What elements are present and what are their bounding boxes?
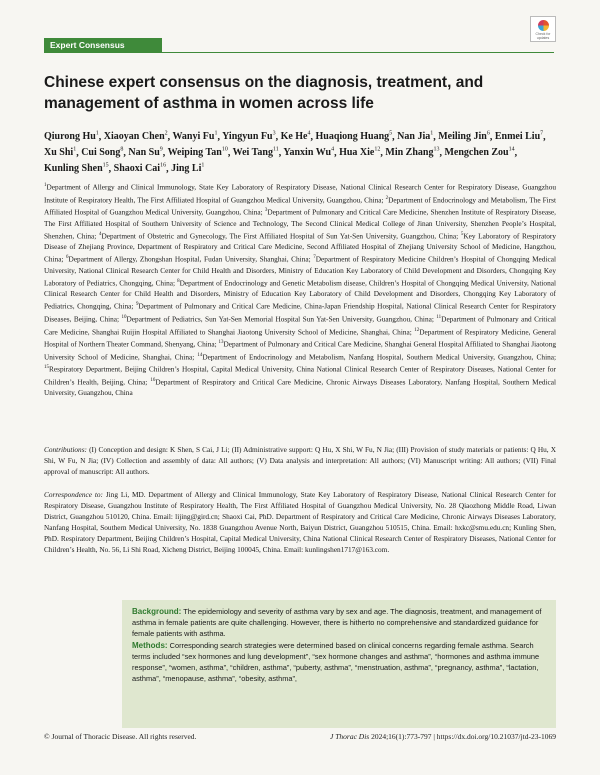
affiliation-text: Department of Pediatrics, Sun Yat-Sen Memorial Hospital Sun Yat-Sen University, Guangzhou, China; — [126, 314, 434, 324]
author-affiliation-mark: 12 — [374, 146, 381, 153]
author-affiliation-mark: 4 — [331, 146, 335, 153]
header-rule — [162, 52, 554, 53]
affiliation-text: Department of Endocrinology and Metabolism, Nanfang Hospital, Southern Medical University, Guangzhou, China; — [202, 351, 557, 361]
author-affiliation-mark: 6 — [486, 131, 490, 137]
affiliation-text: Department of Respiratory Medicine Children’s Hospital of Chongqing Medical University, National Clinical Research Center for Child Health and Disorders, Ministry of Education Key Laboratory of Child Development and Disorders, Chongqing Key Laboratory of Pediatrics, Chongqing, China; — [44, 254, 556, 288]
methods-heading: Methods: — [132, 640, 168, 650]
author-affiliation-mark: 2 — [164, 131, 168, 137]
author-name: Yingyun Fu$^3$ — [222, 131, 276, 143]
affiliation-text: Department of Allergy, Zhongshan Hospital, Fudan University, Shanghai, China; — [68, 254, 311, 264]
affiliation-text: Department of Pulmonary and Critical Care Medicine, China-Japan Friendship Hospital, National Clinical Research Center for Respiratory Diseases, Beijing, China; — [44, 301, 556, 324]
affiliation-mark: 13 — [218, 340, 224, 346]
citation-footer — [330, 732, 556, 741]
author-affiliation-mark: 1 — [430, 131, 434, 137]
abstract-background — [132, 606, 546, 640]
contributions-text: (I) Conception and design: K Shen, S Cai, J Li; (II) Administrative support: Q Hu, X Shi, W Fu, N Jia; (III) Provision of study materials or patients: Q Hu, X Shi, W Fu, N Jia; (IV) Collection and assembly of data: All authors; (V) Data analysis and interpretation: All authors; (VI) Manuscript writing: All authors; (VII) Final approval of manuscript: All authors. — [44, 445, 556, 477]
author-name: Mengchen Zou$^{14}$ — [444, 146, 515, 159]
contributions — [44, 444, 556, 477]
journal-abbrev: J Thorac Dis — [330, 732, 370, 741]
article-type-badge: Expert Consensus — [44, 38, 162, 53]
author-name: Wanyi Fu$^1$ — [172, 131, 218, 143]
author-affiliation-mark: 3 — [272, 131, 276, 137]
author-name: Ke He$^4$ — [280, 131, 311, 143]
affiliation-text: Department of Respiratory Medicine, General Hospital of Northern Theater Command, Shenyang, China; — [44, 326, 556, 349]
abstract-box — [122, 600, 556, 728]
author-affiliation-mark: 15 — [102, 162, 109, 169]
author-affiliation-mark: 8 — [120, 146, 124, 153]
author-affiliation-mark: 7 — [540, 131, 544, 137]
author-affiliation-mark: 11 — [272, 146, 279, 153]
author-affiliation-mark: 5 — [389, 131, 393, 137]
author-affiliation-mark: 1 — [95, 131, 99, 137]
author-name: Cui Song$^8$ — [81, 146, 124, 159]
author-name: Qiurong Hu$^1$ — [44, 131, 99, 143]
affiliation-text: Respiratory Department, Beijing Children’s Hospital, Capital Medical University, China National Clinical Research Center of Respiratory Diseases, National Center for Children’s Health, Beijing, China; — [44, 364, 556, 386]
affiliation-mark: 14 — [197, 352, 203, 358]
author-name: Nan Su$^9$ — [128, 146, 163, 159]
contributions-label: Contributions: — [44, 445, 87, 454]
author-affiliation-mark: 1 — [214, 131, 218, 137]
author-name: Enmei Liu$^7$ — [494, 131, 544, 143]
copyright-notice: © Journal of Thoracic Disease. All rights reserved. — [44, 732, 197, 741]
affiliation-text: Department of Allergy and Clinical Immunology, State Key Laboratory of Respiratory Disease, National Clinical Research Center for Respiratory Disease, Guangzhou Institute of Respiratory Health, The First Affiliated Hospital of Guangzhou Medical University, Guangzhou, China; — [44, 182, 556, 204]
author-affiliation-mark: 16 — [160, 162, 167, 169]
affiliation-mark: 8 — [177, 278, 180, 284]
affiliation-mark: 15 — [44, 365, 49, 371]
author-name: Min Zhang$^{13}$ — [385, 146, 440, 159]
author-affiliation-mark: 10 — [221, 146, 228, 153]
author-affiliation-mark: 1 — [73, 146, 77, 153]
affiliation-text: Department of Pulmonary and Critical Care Medicine, Shanghai Ruijin Hospital Affiliated to Shanghai Jiaotong University School of Medicine, Shanghai, China; — [44, 314, 556, 336]
crossmark-label: Check for updates — [535, 32, 551, 40]
author-name: Shaoxi Cai$^{16}$ — [113, 162, 167, 174]
correspondence-label: Correspondence to: — [44, 490, 103, 499]
author-name: Xu Shi$^1$ — [44, 146, 77, 159]
author-affiliation-mark: 4 — [307, 131, 311, 137]
affiliation-mark: 16 — [150, 377, 156, 383]
affiliation-text: Key Laboratory of Respiratory Disease of Zhejiang Province, Department of Respiratory and Critical Care Medicine, Second Affiliated Hospital of Zhejiang University School of Medicine, Hangzhou, China; — [44, 231, 556, 264]
author-list: Qiurong Hu$^1$, Xiaoyan Chen$^2$, Wanyi Fu$^1$, Yingyun Fu$^3$, Ke He$^4$, Huaqiong Huang$^5$, Nan Jia$^1$, Meiling Jin$^6$, Enmei Liu$^7$, Xu Shi$^1$, Cui Song$^8$, Nan Su$^9$, Weiping Tan$^{10}$, Wei Tang$^{11}$, Yanxin Wu$^4$, Hua Xie$^{12}$, Min Zhang$^{13}$, Mengchen Zou$^{14}$, Kunling Shen$^{15}$, Shaoxi Cai$^{16}$, Jing Li$^1$ — [44, 131, 546, 174]
crossmark-icon[interactable] — [530, 16, 556, 42]
affiliation-text: Department of Endocrinology and Genetic Metabolism disease, Children’s Hospital of Chongqing Medical University, National Clinical Research Center for Child Health and Disorders, Ministry of Education Key Laboratory of Child Development and Disorders, Chongqing Key Laboratory of Pediatrics, Chongqing, China; — [44, 278, 556, 311]
affiliation-text: Department of Obstetric and Gynecology, The First Affiliated Hospital of Sun Yat-Sen University, Guangzhou, China; — [101, 231, 459, 241]
affiliation-text: Department of Endocrinology and Metabolism, The First Affiliated Hospital of Guangzhou Medical University, Guangzhou, China; — [44, 194, 557, 217]
author-affiliation-mark: 9 — [159, 146, 163, 153]
affiliation-mark: 5 — [460, 231, 464, 237]
background-heading: Background: — [132, 607, 182, 616]
affiliation-mark: 1 — [44, 183, 47, 188]
affiliation-mark: 4 — [98, 231, 102, 237]
crossmark-logo — [538, 20, 549, 31]
affiliation-mark: 7 — [313, 255, 316, 261]
author-name: Nan Jia$^1$ — [397, 131, 434, 143]
affiliation-mark: 10 — [121, 314, 127, 320]
author-name: Weiping Tan$^{10}$ — [167, 146, 228, 159]
author-affiliation-mark: 1 — [201, 162, 205, 169]
correspondence — [44, 489, 556, 556]
affiliation-text: Department of Respiratory and Critical Care Medicine, Chronic Airways Diseases Laboratory, Nanfang Hospital, Southern Medical University, Guangzhou, China — [44, 376, 557, 398]
affiliation-mark: 9 — [135, 302, 139, 308]
author-name: Xiaoyan Chen$^2$ — [103, 131, 168, 143]
author-name: Jing Li$^1$ — [171, 162, 205, 174]
affiliation-mark: 2 — [385, 195, 389, 201]
abstract-methods — [132, 640, 546, 685]
author-name: Wei Tang$^{11}$ — [232, 146, 279, 159]
affiliation-mark: 12 — [414, 327, 420, 333]
affiliation-text: Department of Pulmonary and Critical Care Medicine, Shenzhen Institute of Respiratory Disease, The First Affiliated Hospital of Southern University of Science and Technology, The Second Clinical Medical College of Jinan University, Shenzhen People’s Hospital, Shenzhen, China; — [44, 207, 556, 241]
affiliations — [44, 180, 556, 398]
article-title: Chinese expert consensus on the diagnosis, treatment, and management of asthma in women across life — [44, 74, 484, 112]
author-name: Kunling Shen$^{15}$ — [44, 162, 109, 174]
affiliation-text: Department of Pulmonary and Critical Care Medicine, Shanghai General Hospital Affiliated to Shanghai Jiaotong University School of Medicine, Shanghai, China; — [44, 339, 556, 361]
citation-doi[interactable]: 2024;16(1):773-797 | https://dx.doi.org/10.21037/jtd-23-1069 — [371, 732, 556, 741]
author-name: Huaqiong Huang$^5$ — [315, 131, 393, 143]
author-affiliation-mark: 14 — [508, 146, 515, 153]
affiliation-mark: 6 — [66, 255, 69, 261]
author-name: Yanxin Wu$^4$ — [283, 146, 335, 159]
affiliation-mark: 11 — [436, 314, 442, 320]
affiliation-mark: 3 — [264, 208, 268, 214]
background-text: The epidemiology and severity of asthma vary by sex and age. The diagnosis, treatment, and management of asthma in female patients are quite challenging. However, there is hitherto no comprehensive and standardized guidance for female patients with asthma. — [132, 607, 542, 639]
methods-text: Corresponding search strategies were determined based on clinical concerns regarding female asthma. Search terms included “sex hormones and lung development”, “sex hormone changes and asthma”, “hormones and asthma immune response”, “women, asthma”, “children, asthma”, “puberty, asthma”, “menstruation, asthma”, “pregnancy, asthma”, “lactation, asthma”, “menopause, asthma”, “obesity, asthma”, — [132, 640, 540, 684]
author-affiliation-mark: 13 — [433, 146, 440, 153]
author-name: Meiling Jin$^6$ — [438, 131, 490, 143]
author-name: Hua Xie$^{12}$ — [339, 146, 381, 159]
correspondence-text: Jing Li, MD. Department of Allergy and Clinical Immunology, State Key Laboratory of Respiratory Disease, National Clinical Research Center for Respiratory Disease, Guangzhou Institute of Respiratory Health, The First Affiliated Hospital of Guangzhou Medical University, No. 28 Qiaozhong Middle Road, Liwan District, Guangzhou 510120, China. Email: lijing@gird.cn; Shaoxi Cai, PhD. Department of Respiratory and Critical Care Medicine, Chronic Airways Diseases Laboratory, Nanfang Hospital, Southern Medical University, No. 1838 Guangzhou Avenue North, Baiyun District, Guangzhou 510515, China. Email: hxkc@smu.edu.cn; Kunling Shen, PhD. Respiratory Department, Beijing Children’s Hospital, Capital Medical University, China National Clinical Research Center of Respiratory Diseases, National Center for Children’s Health, No. 56, Li Shi Road, Xicheng District, Beijing 100045, China. Email: kunlingshen1717@163.com. — [44, 490, 557, 555]
